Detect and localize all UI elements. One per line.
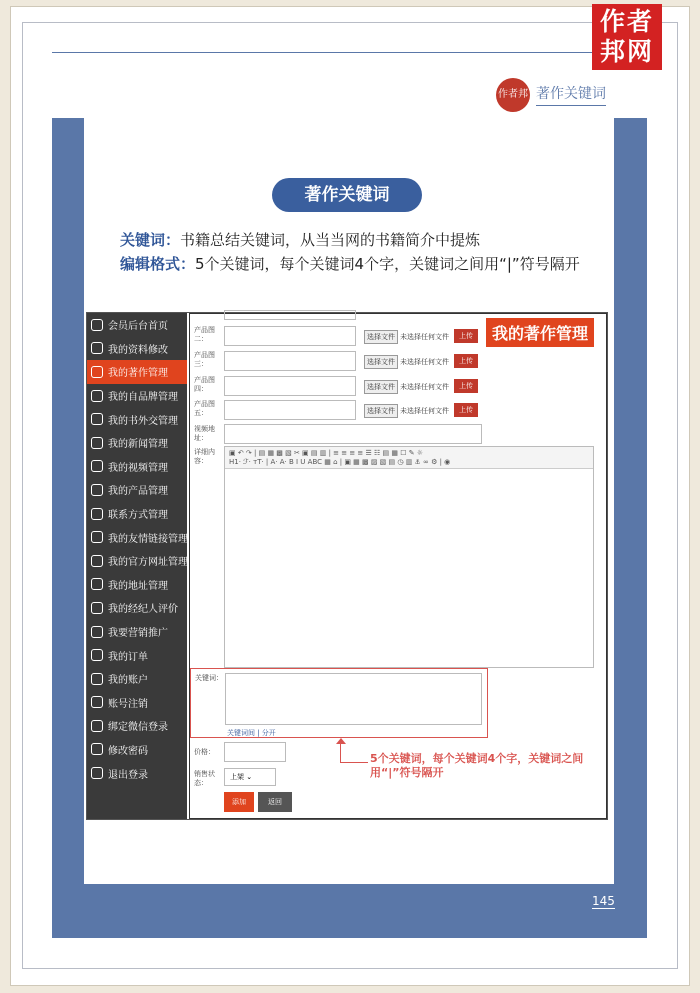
menu-icon [91,390,103,402]
desc-key1: 关键词： [120,231,181,249]
sidebar-item-1[interactable] [87,337,187,361]
desc-value1: 书籍总结关键词，从当当网的书籍简介中提炼 [180,231,481,249]
img-label-3: 产品图三： [194,351,215,368]
rich-editor[interactable] [224,446,594,668]
prev-file-box[interactable] [224,310,356,320]
menu-icon [91,696,103,708]
menu-icon [91,673,103,685]
sidebar-item-label: 我的友情链接管理 [108,533,188,545]
sidebar-item-label: 联系方式管理 [108,510,168,522]
menu-icon [91,319,103,331]
arrow-vertical [340,742,341,762]
menu-icon [91,413,103,425]
sidebar-item-2[interactable] [87,360,187,384]
sidebar-item-label: 我的自品牌管理 [108,392,178,404]
sidebar-item-label: 会员后台首页 [108,321,168,333]
sidebar-item-label: 修改密码 [108,745,148,757]
sidebar-item-label: 我的新闻管理 [108,439,168,451]
sidebar-item-11[interactable] [87,573,187,597]
menu-icon [91,649,103,661]
header-title: 著作关键词 [536,83,606,106]
menu-icon [91,578,103,590]
upload-2[interactable]: 上传 [454,329,478,343]
sidebar-item-17[interactable] [87,714,187,738]
choose-file-5[interactable]: 选择文件 [364,404,398,418]
form-panel [189,313,607,819]
status-label: 销售状态： [194,770,215,787]
sidebar-item-9[interactable] [87,525,187,549]
keyword-hint: 关键词间 | 分开 [227,729,276,737]
sidebar-item-13[interactable] [87,620,187,644]
arrow-head [336,738,346,744]
menu-icon [91,555,103,567]
img-label-4: 产品图四： [194,376,215,393]
sidebar-item-14[interactable] [87,643,187,667]
sidebar-item-label: 我的视频管理 [108,462,168,474]
sidebar [87,313,187,819]
video-input[interactable] [224,424,482,444]
desc-value2: 5个关键词，每个关键词4个字，关键词之间用“|”符号隔开 [195,255,580,273]
toolbar-row2[interactable]: H1· ℱ· ᴛT· | A· A· B I U ABC ▦ ⌂ | ▣ ▦ ▩ ▨ ▧ ▤ ◷ ▥ ⚓ ∞ ⚙ | ◉ [229,458,451,466]
sidebar-item-19[interactable] [87,761,187,785]
header-badge: 作者邦 [496,78,530,112]
img-box-4[interactable] [224,376,356,396]
panel-tag: 我的著作管理 [486,318,594,347]
menu-icon [91,626,103,638]
sidebar-item-label: 我的订单 [108,651,148,663]
choose-file-3[interactable]: 选择文件 [364,355,398,369]
page-number: 145 [592,894,615,908]
choose-file-2[interactable]: 选择文件 [364,330,398,344]
sidebar-item-label: 我的著作管理 [108,368,168,380]
video-label: 视频地址： [194,425,215,442]
menu-icon [91,437,103,449]
sidebar-item-4[interactable] [87,407,187,431]
editor-toolbar[interactable] [225,447,593,469]
menu-icon [91,720,103,732]
price-input[interactable] [224,742,286,762]
status-select[interactable]: 上架 ⌄ [224,768,276,786]
menu-icon [91,366,103,378]
upload-5[interactable]: 上传 [454,403,478,417]
no-file-4: 未选择任何文件 [400,383,449,391]
img-box-3[interactable] [224,351,356,371]
menu-icon [91,460,103,472]
keyword-label: 关键词： [195,674,223,682]
menu-icon [91,602,103,614]
img-box-2[interactable] [224,326,356,346]
menu-icon [91,484,103,496]
site-logo [592,4,662,70]
sidebar-item-5[interactable] [87,431,187,455]
keyword-textarea[interactable] [225,673,482,725]
back-button[interactable]: 返回 [258,792,292,812]
screenshot-frame [86,312,608,820]
img-label-2: 产品图二： [194,326,215,343]
menu-icon [91,342,103,354]
menu-icon [91,508,103,520]
arrow-horizontal [340,762,368,763]
sidebar-item-8[interactable] [87,502,187,526]
description [120,228,590,276]
sidebar-item-label: 账号注销 [108,698,148,710]
sidebar-item-18[interactable] [87,738,187,762]
sidebar-item-label: 退出登录 [108,769,148,781]
menu-icon [91,531,103,543]
sidebar-item-label: 我的账户 [108,675,148,687]
sidebar-item-label: 我的产品管理 [108,486,168,498]
toolbar-row1[interactable]: ▣ ↶ ↷ | ▤ ▦ ▩ ▧ ✂ ▣ ▤ ▥ | ≡ ≡ ≡ ≡ ☰ ☷ ▤ ▦ ☐ ✎ ☼ [229,449,424,457]
keyword-section [190,668,488,738]
sidebar-item-label: 绑定微信登录 [108,722,168,734]
logo-line1: 作者 [599,7,654,36]
sidebar-item-label: 我要营销推广 [108,628,168,640]
section-title: 著作关键词 [272,178,422,212]
status-value: 上架 [230,773,244,781]
img-box-5[interactable] [224,400,356,420]
sidebar-item-label: 我的地址管理 [108,580,168,592]
sidebar-item-10[interactable] [87,549,187,573]
add-button[interactable]: 添加 [224,792,254,812]
sidebar-item-label: 我的官方网址管理 [108,557,188,569]
sidebar-item-6[interactable] [87,455,187,479]
menu-icon [91,767,103,779]
sidebar-item-label: 我的经纪人评价 [108,604,178,616]
no-file-3: 未选择任何文件 [400,358,449,366]
no-file-2: 未选择任何文件 [400,333,449,341]
sidebar-item-16[interactable] [87,691,187,715]
sidebar-item-0[interactable] [87,313,187,337]
sidebar-item-7[interactable] [87,478,187,502]
upload-4[interactable]: 上传 [454,379,478,393]
sidebar-item-12[interactable] [87,596,187,620]
choose-file-4[interactable]: 选择文件 [364,380,398,394]
desc-key2: 编辑格式： [120,255,196,273]
upload-3[interactable]: 上传 [454,354,478,368]
img-label-5: 产品图五： [194,400,215,417]
detail-label: 详细内容： [194,448,215,465]
sidebar-item-label: 我的资料修改 [108,344,168,356]
no-file-5: 未选择任何文件 [400,407,449,415]
sidebar-item-15[interactable] [87,667,187,691]
price-label: 价格： [194,748,215,756]
annotation-note: 5个关键词，每个关键词4个字，关键词之间用“|”符号隔开 [370,752,584,779]
logo-line2: 邦网 [599,37,654,66]
sidebar-item-3[interactable] [87,384,187,408]
sidebar-item-label: 我的书外交管理 [108,415,178,427]
menu-icon [91,743,103,755]
